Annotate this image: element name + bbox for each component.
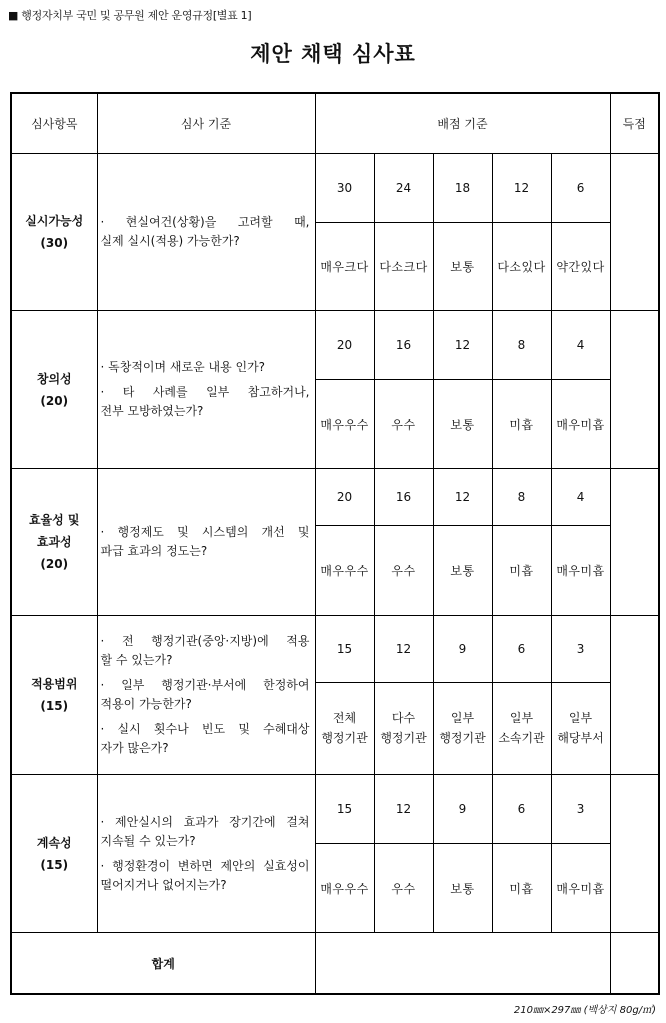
grade-label	[433, 683, 492, 775]
grade-label: 보통	[433, 526, 492, 616]
obtained-score-cell	[610, 310, 659, 469]
item-name: 적용범위	[31, 676, 78, 691]
header-item: 심사항목	[11, 93, 97, 154]
criteria-line: 실제 실시(적용) 가능한가?	[100, 233, 240, 248]
criteria-line: · 행정환경이 변하면 제안의 실효성이	[100, 858, 310, 873]
paper-spec-footer: 210㎜×297㎜ (백상지 80g/㎡)	[513, 1005, 656, 1016]
score-value: 6	[492, 774, 551, 843]
score-row	[11, 310, 659, 379]
grade-label: 매우우수	[315, 379, 374, 469]
obtained-score-cell	[610, 615, 659, 774]
total-label: 합계	[11, 933, 315, 994]
grade-label: 매우미흡	[551, 379, 610, 469]
score-value: 6	[492, 615, 551, 682]
header-scoring: 배점 기준	[315, 93, 610, 154]
criteria-line: 떨어지거나 없어지는가?	[100, 877, 227, 892]
grade-label-line: 일부	[568, 711, 593, 726]
item-points: (30)	[40, 235, 69, 250]
criteria-line: · 독창적이며 새로운 내용 인가?	[100, 360, 266, 375]
grade-label: 보통	[433, 379, 492, 469]
score-value: 9	[433, 774, 492, 843]
grade-label-line: 일부	[450, 711, 475, 726]
item-name: 효율성 및	[28, 513, 80, 528]
score-value: 12	[374, 774, 433, 843]
criteria-line: · 행정제도 및 시스템의 개선 및	[100, 525, 310, 540]
criteria-line: 파급 효과의 정도는?	[100, 544, 208, 559]
score-value: 12	[433, 469, 492, 526]
criteria-line: 할 수 있는가?	[100, 652, 173, 667]
header-criteria: 심사 기준	[97, 93, 315, 154]
grade-label: 다소있다	[492, 223, 551, 311]
score-value: 18	[433, 154, 492, 223]
score-row	[11, 774, 659, 843]
score-value: 4	[551, 310, 610, 379]
score-row	[11, 154, 659, 223]
score-value: 6	[551, 154, 610, 223]
obtained-score-cell	[610, 774, 659, 933]
header-row	[11, 93, 659, 154]
grade-label: 미흡	[492, 379, 551, 469]
score-value: 20	[315, 310, 374, 379]
score-value: 16	[374, 469, 433, 526]
criteria-cell	[97, 469, 315, 616]
grade-label	[315, 683, 374, 775]
criteria-line: · 전 행정기관(중앙·지방)에 적용	[100, 633, 310, 648]
grade-label: 매우우수	[315, 843, 374, 933]
grade-label: 매우크다	[315, 223, 374, 311]
item-points: (20)	[40, 393, 69, 408]
grade-label: 매우우수	[315, 526, 374, 616]
grade-label: 매우미흡	[551, 526, 610, 616]
grade-label	[492, 683, 551, 775]
grade-label: 보통	[433, 843, 492, 933]
criteria-line: · 현실여건(상황)을 고려할 때,	[100, 214, 310, 229]
total-scoring-cell	[315, 933, 610, 994]
criteria-line: · 일부 행정기관·부서에 한정하여	[100, 677, 310, 692]
score-value: 24	[374, 154, 433, 223]
grade-label: 약간있다	[551, 223, 610, 311]
obtained-score-cell	[610, 469, 659, 616]
item-cell	[11, 774, 97, 933]
item-points: (20)	[40, 557, 69, 572]
score-value: 12	[433, 310, 492, 379]
grade-label: 다소크다	[374, 223, 433, 311]
grade-label-line: 행정기관	[439, 731, 486, 746]
obtained-score-cell	[610, 154, 659, 311]
grade-label: 우수	[374, 379, 433, 469]
criteria-cell	[97, 154, 315, 311]
criteria-cell	[97, 774, 315, 933]
score-value: 9	[433, 615, 492, 682]
item-points: (15)	[40, 857, 69, 872]
total-score-cell	[610, 933, 659, 994]
total-row	[11, 933, 659, 994]
score-value: 8	[492, 469, 551, 526]
criteria-line: 자가 많은가?	[100, 740, 169, 755]
score-value: 15	[315, 615, 374, 682]
grade-label: 매우미흡	[551, 843, 610, 933]
score-row	[11, 615, 659, 682]
grade-label	[374, 683, 433, 775]
grade-label-line: 소속기관	[498, 731, 545, 746]
grade-label: 우수	[374, 526, 433, 616]
item-points: (15)	[40, 698, 69, 713]
grade-label-line: 다수	[391, 711, 416, 726]
criteria-line: · 실시 횟수나 빈도 및 수혜대상	[100, 721, 310, 736]
grade-label	[551, 683, 610, 775]
criteria-line: · 제안실시의 효과가 장기간에 걸쳐	[100, 814, 310, 829]
item-name-line2: 효과성	[36, 535, 72, 550]
grade-label-line: 행정기관	[380, 731, 427, 746]
score-value: 16	[374, 310, 433, 379]
grade-label-line: 행정기관	[321, 731, 368, 746]
page-title: 제안 채택 심사표	[250, 42, 416, 66]
item-name: 실시가능성	[25, 213, 84, 228]
score-value: 3	[551, 615, 610, 682]
grade-label: 보통	[433, 223, 492, 311]
grade-label-line: 전체	[332, 711, 357, 726]
score-row	[11, 469, 659, 526]
grade-label: 우수	[374, 843, 433, 933]
evaluation-table	[10, 92, 660, 995]
item-name: 창의성	[36, 371, 72, 386]
score-value: 20	[315, 469, 374, 526]
regulation-caption: ■ 행정자치부 국민 및 공무원 제안 운영규정[별표 1]	[8, 9, 252, 22]
score-value: 3	[551, 774, 610, 843]
item-cell	[11, 154, 97, 311]
score-value: 12	[492, 154, 551, 223]
item-cell	[11, 469, 97, 616]
item-name: 계속성	[36, 835, 72, 850]
criteria-line: 전부 모방하였는가?	[100, 404, 204, 419]
score-value: 4	[551, 469, 610, 526]
score-value: 8	[492, 310, 551, 379]
header-score: 득점	[610, 93, 659, 154]
grade-label: 미흡	[492, 843, 551, 933]
grade-label: 미흡	[492, 526, 551, 616]
score-value: 12	[374, 615, 433, 682]
criteria-line: 지속될 수 있는가?	[100, 833, 196, 848]
criteria-cell	[97, 615, 315, 774]
grade-label-line: 일부	[509, 711, 534, 726]
score-value: 30	[315, 154, 374, 223]
grade-label-line: 해당부서	[557, 731, 604, 746]
item-cell	[11, 615, 97, 774]
score-value: 15	[315, 774, 374, 843]
criteria-line: 적용이 가능한가?	[100, 696, 192, 711]
criteria-line: · 타 사례를 일부 참고하거나,	[100, 385, 310, 400]
item-cell	[11, 310, 97, 469]
criteria-cell	[97, 310, 315, 469]
